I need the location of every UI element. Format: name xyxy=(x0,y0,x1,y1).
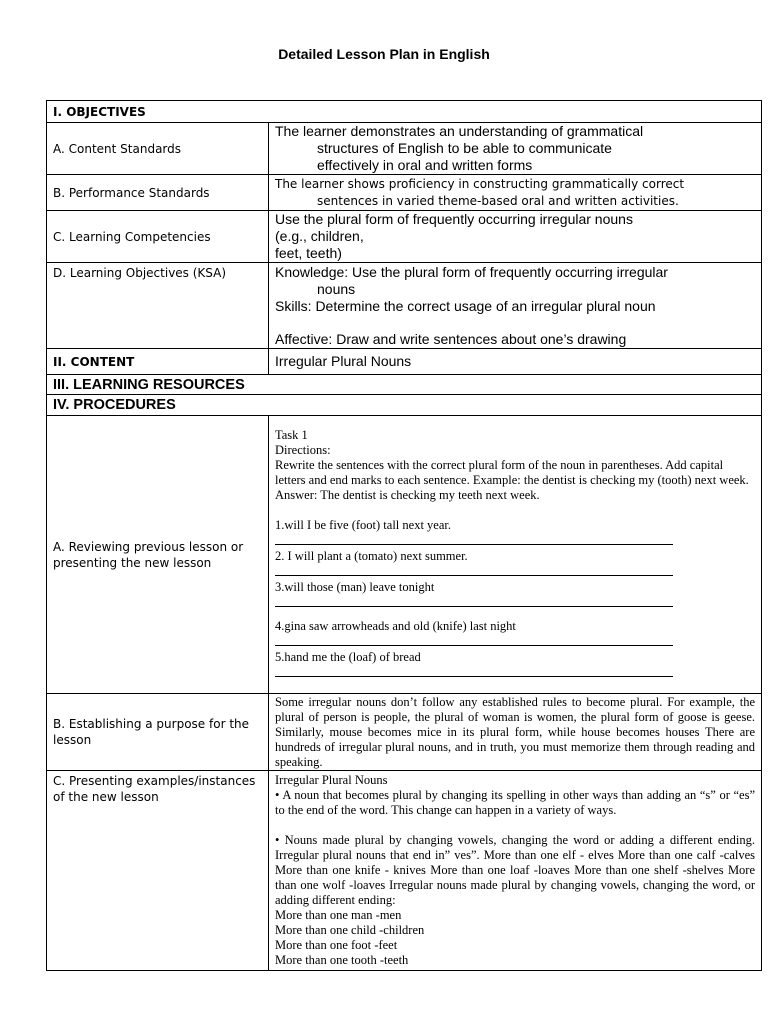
exercise-item-1: 1.will I be five (foot) tall next year. xyxy=(275,518,451,532)
content-row xyxy=(47,349,762,375)
exercise-item-5: 5.hand me the (loaf) of bread xyxy=(275,650,421,664)
answer-line-1 xyxy=(275,533,673,545)
objectives-header: I. OBJECTIVES xyxy=(47,101,762,123)
example-answer: Answer: The dentist is checking my teeth next week. xyxy=(275,488,540,502)
learning-competencies-row xyxy=(47,211,762,263)
procedure-c-label: C. Presenting examples/instances of the new lesson xyxy=(47,771,269,971)
content-standards-line-1: The learner demonstrates an understanding of grammatical xyxy=(275,123,644,139)
learning-competencies-value xyxy=(269,211,762,263)
content-header: II. CONTENT xyxy=(47,349,269,375)
procedure-b-label: B. Establishing a purpose for the lesson xyxy=(47,694,269,771)
answer-line-5 xyxy=(275,665,673,677)
exercise-item-3: 3.will those (man) leave tonight xyxy=(275,580,435,594)
learning-competencies-line-1: Use the plural form of frequently occurring irregular nouns xyxy=(275,211,633,227)
procedure-c-bullet-1: • A noun that becomes plural by changing its spelling in other ways than adding an “s” or “es” to the end of the word. This change can happen in a variety of ways. xyxy=(275,788,756,817)
procedure-c-content xyxy=(269,771,762,971)
performance-standards-value xyxy=(269,175,762,211)
learning-competencies-line-3: feet, teeth) xyxy=(275,245,342,261)
learning-resources-row xyxy=(47,375,762,395)
procedures-header: IV. PROCEDURES xyxy=(47,395,762,416)
knowledge-line-1: Knowledge: Use the plural form of frequently occurring irregular xyxy=(275,264,668,280)
procedure-a-label: A. Reviewing previous lesson or presenting the new lesson xyxy=(47,416,269,694)
procedure-c-row xyxy=(47,771,762,971)
learning-resources-header: III. LEARNING RESOURCES xyxy=(47,375,762,395)
procedure-a-row xyxy=(47,416,762,694)
exercise-item-4: 4.gina saw arrowheads and old (knife) last night xyxy=(275,619,516,633)
procedure-b-row xyxy=(47,694,762,771)
procedure-c-heading: Irregular Plural Nouns xyxy=(275,773,388,787)
directions-text: Rewrite the sentences with the correct plural form of the noun in parentheses. Add capital letters and end marks to each sentence. Example: the dentist is checking my (tooth) next week. xyxy=(275,458,749,487)
performance-standards-row xyxy=(47,175,762,211)
content-standards-value xyxy=(269,123,762,175)
content-value: Irregular Plural Nouns xyxy=(269,349,762,375)
procedures-row xyxy=(47,395,762,416)
learning-competencies-label: C. Learning Competencies xyxy=(47,211,269,263)
affective-line: Affective: Draw and write sentences about one’s drawing xyxy=(275,331,627,347)
content-standards-line-3: effectively in oral and written forms xyxy=(317,157,533,173)
content-standards-label: A. Content Standards xyxy=(47,123,269,175)
directions-label: Directions: xyxy=(275,443,331,457)
learning-objectives-value xyxy=(269,263,762,349)
knowledge-line-2: nouns xyxy=(317,281,356,297)
example-3: More than one foot -feet xyxy=(275,938,398,952)
example-1: More than one man -men xyxy=(275,908,402,922)
performance-standards-label: B. Performance Standards xyxy=(47,175,269,211)
performance-standards-line-2: sentences in varied theme-based oral and written activities. xyxy=(317,193,679,208)
answer-line-4 xyxy=(275,634,673,646)
lesson-plan-table xyxy=(46,100,762,971)
example-2: More than one child -children xyxy=(275,923,425,937)
content-standards-row xyxy=(47,123,762,175)
procedure-a-content xyxy=(269,416,762,694)
learning-competencies-line-2: (e.g., children, xyxy=(275,228,364,244)
exercise-item-2: 2. I will plant a (tomato) next summer. xyxy=(275,549,468,563)
content-standards-line-2: structures of English to be able to communicate xyxy=(317,140,612,156)
task-title: Task 1 xyxy=(275,428,308,442)
skills-line: Skills: Determine the correct usage of an irregular plural noun xyxy=(275,298,656,314)
performance-standards-line-1: The learner shows proficiency in constructing grammatically correct xyxy=(275,176,685,191)
procedure-b-text: Some irregular nouns don’t follow any established rules to become plural. For example, the plural of person is people, the plural of woman is women, the plural form of goose is geese. Similarly, mouse becomes mice in its plural form, while house becomes houses There are hundreds of irregular plural nouns, and in truth, you must memorize them through reading and speaking. xyxy=(269,694,762,771)
answer-line-2 xyxy=(275,564,673,576)
procedure-c-bullet-2: • Nouns made plural by changing vowels, changing the word or adding a different ending. Irregular plural nouns that end in” ves”. More than one elf - elves More than one calf -calves More than one knife - knives More than one loaf -loaves More than one shelf -shelves More than one wolf -loaves Irregular nouns made plural by changing vowels, changing the word, or adding different ending: xyxy=(275,833,756,907)
learning-objectives-row xyxy=(47,263,762,349)
learning-objectives-label: D. Learning Objectives (KSA) xyxy=(47,263,269,349)
objectives-header-row xyxy=(47,101,762,123)
answer-line-3 xyxy=(275,595,673,607)
example-4: More than one tooth -teeth xyxy=(275,953,409,967)
document-title: Detailed Lesson Plan in English xyxy=(278,46,490,62)
